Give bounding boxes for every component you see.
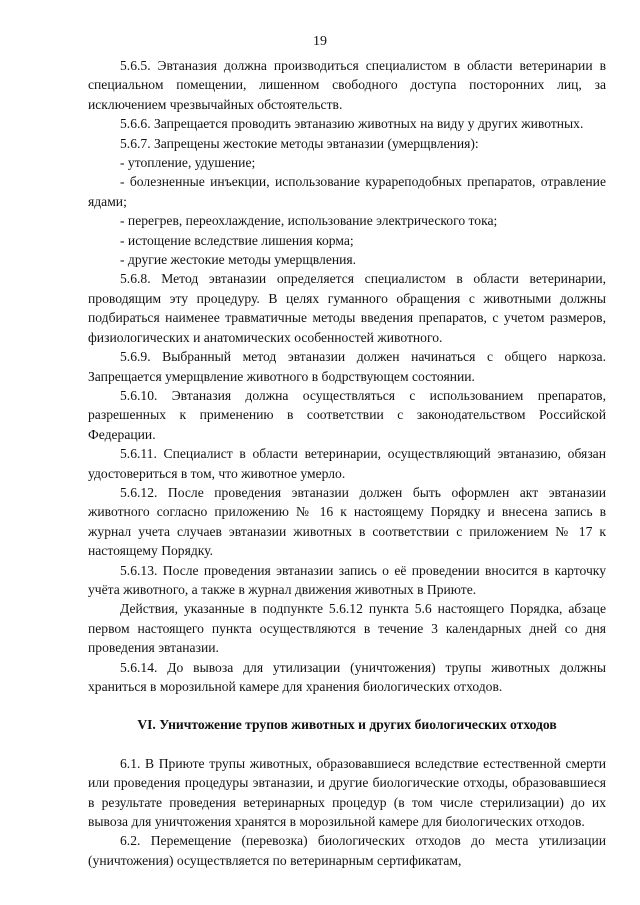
list-item: - болезненные инъекции, использование курареподобных препаратов, отравление ядами; xyxy=(88,174,606,209)
list-item: - перегрев, переохлаждение, использование электрического тока; xyxy=(120,213,498,229)
page-number: 19 xyxy=(313,34,327,49)
document-body xyxy=(88,56,606,870)
paragraph-6-2: 6.2. Перемещение (перевозка) биологических отходов до места утилизации (уничтожения) осуществляется по ветеринарным сертификатам, xyxy=(88,833,606,868)
list-item: - другие жестокие методы умерщвления. xyxy=(120,252,357,268)
section-heading: VI. Уничтожение трупов животных и других биологических отходов xyxy=(137,717,557,733)
paragraph-6-1: 6.1. В Приюте трупы животных, образовавшиеся вследствие естественной смерти или проведения процедуры эвтаназии, и другие биологические отходы, образовавшиеся в результате проведения ветеринарных процедур (в том числе стерилизации) до их вывоза для уничтожения хранятся в морозильной камере для биологических отходов. xyxy=(88,755,606,830)
paragraph-5-6-8: 5.6.8. Метод эвтаназии определяется специалистом в области ветеринарии, проводящим эту процедуру. В целях гуманного обращения с животными должны подбираться наименее травматичные методы введения препаратов, с учетом размеров, физиологических и анатомических особенностей животного. xyxy=(88,271,606,345)
paragraph-actions: Действия, указанные в подпункте 5.6.12 пункта 5.6 настоящего Порядка, абзаце первом настоящего пункта осуществляются в течение 3 календарных дней со дня проведения эвтаназии. xyxy=(88,601,606,656)
list-item: - истощение вследствие лишения корма; xyxy=(120,232,354,248)
paragraph-5-6-7: 5.6.7. Запрещены жестокие методы эвтаназии (умерщвления): xyxy=(120,135,479,151)
paragraph-5-6-12: 5.6.12. После проведения эвтаназии должен быть оформлен акт эвтаназии животного согласно приложению № 16 к настоящему Порядку и внесена запись в журнал учета случаев эвтаназии животных в соответствии с приложением № 17 к настоящему Порядку. xyxy=(88,484,606,559)
paragraph-5-6-10: 5.6.10. Эвтаназия должна осуществляться с использованием препаратов, разрешенных к применению в соответствии с законодательством Российской Федерации. xyxy=(88,387,606,442)
paragraph-5-6-9: 5.6.9. Выбранный метод эвтаназии должен начинаться с общего наркоза. Запрещается умерщвление животного в бодрствующем состоянии. xyxy=(88,349,606,384)
paragraph-5-6-11: 5.6.11. Специалист в области ветеринарии, осуществляющий эвтаназию, обязан удостовериться в том, что животное умерло. xyxy=(88,446,606,481)
paragraph-5-6-5: 5.6.5. Эвтаназия должна производиться специалистом в области ветеринарии в специальном помещении, лишенном свободного доступа посторонних лиц, за исключением чрезвычайных обстоятельств. xyxy=(88,58,606,112)
list-item: - утопление, удушение; xyxy=(120,155,256,171)
paragraph-5-6-6: 5.6.6. Запрещается проводить эвтаназию животных на виду у других животных. xyxy=(120,116,584,132)
paragraph-5-6-14: 5.6.14. До вывоза для утилизации (уничтожения) трупы животных должны храниться в морозильной камере для хранения биологических отходов. xyxy=(88,659,606,694)
paragraph-5-6-13: 5.6.13. После проведения эвтаназии запись о её проведении вносится в карточку учёта животного, а также в журнал движения животных в Приюте. xyxy=(88,562,606,597)
